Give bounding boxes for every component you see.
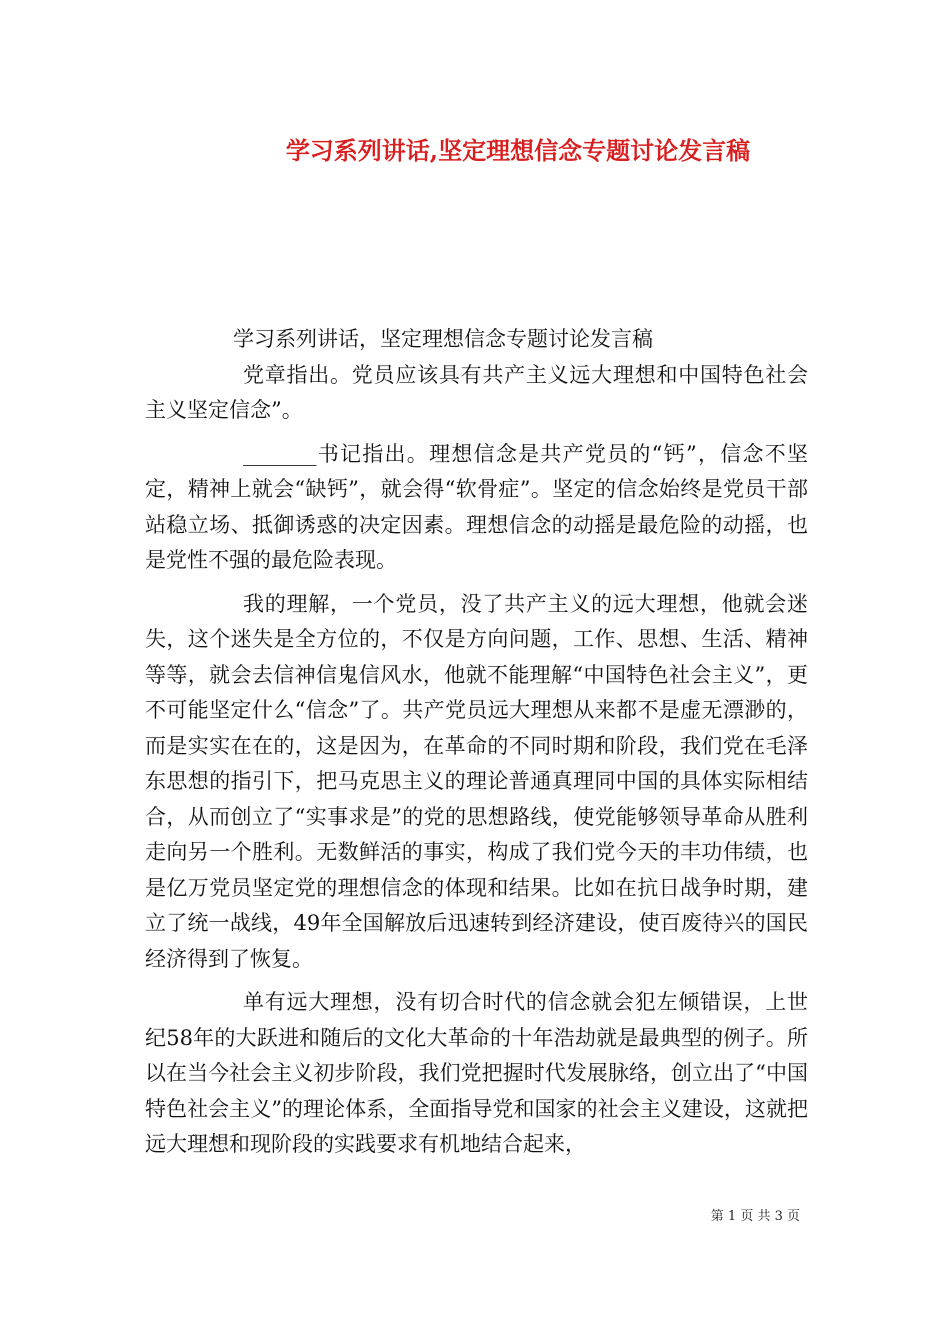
- document-subtitle: 学习系列讲话，坚定理想信念专题讨论发言稿: [233, 327, 653, 351]
- document-body: [145, 322, 808, 1163]
- document-title: 学习系列讲话,坚定理想信念专题讨论发言稿: [285, 136, 751, 165]
- paragraph-4: 单有远大理想，没有切合时代的信念就会犯左倾错误，上世纪58年的大跃进和随后的文化大革命的十年浩劫就是最典型的例子。所以在当今社会主义初步阶段，我们党把握时代发展脉络，创立出了“中国特色社会主义”的理论体系，全面指导党和国家的社会主义建设，这就把远大理想和现阶段的实践要求有机地结合起来，: [145, 990, 808, 1156]
- paragraph-1: 党章指出。党员应该具有共产主义远大理想和中国特色社会主义坚定信念”。: [145, 362, 808, 422]
- paragraph-2: _______书记指出。理想信念是共产党员的“钙”，信念不坚定，精神上就会“缺钙”，就会得“软骨症”。坚定的信念始终是党员干部站稳立场、抵御诱惑的决定因素。理想信念的动摇是最危险的动摇，也是党性不强的最危险表现。: [145, 441, 808, 572]
- paragraph-3: 我的理解，一个党员，没了共产主义的远大理想，他就会迷失，这个迷失是全方位的，不仅是方向问题，工作、思想、生活、精神等等，就会去信神信鬼信风水，他就不能理解“中国特色社会主义”，更不可能坚定什么“信念”了。共产党员远大理想从来都不是虚无漂渺的，而是实实在在的，这是因为，在革命的不同时期和阶段，我们党在毛泽东思想的指引下，把马克思主义的理论普通真理同中国的具体实际相结合，从而创立了“实事求是”的党的思想路线，使党能够领导革命从胜利走向另一个胜利。无数鲜活的事实，构成了我们党今天的丰功伟绩，也是亿万党员坚定党的理想信念的体现和结果。比如在抗日战争时期，建立了统一战线，49年全国解放后迅速转到经济建设，使百废待兴的国民经济得到了恢复。: [145, 591, 808, 971]
- page-number-footer: 第 1 页 共 3 页: [710, 1209, 800, 1224]
